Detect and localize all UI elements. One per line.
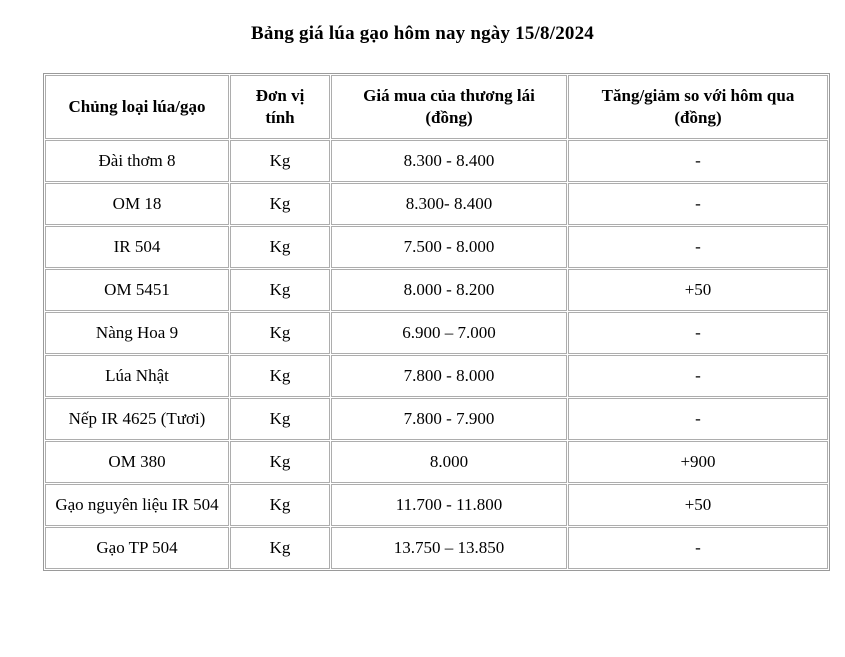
cell-unit: Kg <box>230 269 330 311</box>
cell-unit: Kg <box>230 398 330 440</box>
cell-rice-type: IR 504 <box>45 226 229 268</box>
cell-unit: Kg <box>230 484 330 526</box>
cell-change: - <box>568 527 828 569</box>
cell-change: +50 <box>568 269 828 311</box>
cell-change: +50 <box>568 484 828 526</box>
cell-change: +900 <box>568 441 828 483</box>
cell-rice-type: Đài thơm 8 <box>45 140 229 182</box>
cell-unit: Kg <box>230 527 330 569</box>
table-body <box>45 140 828 569</box>
column-header-change: Tăng/giảm so với hôm qua (đồng) <box>568 75 828 139</box>
cell-rice-type: Nếp IR 4625 (Tươi) <box>45 398 229 440</box>
column-header-unit: Đơn vị tính <box>230 75 330 139</box>
header-row <box>45 75 828 139</box>
cell-unit: Kg <box>230 312 330 354</box>
cell-change: - <box>568 355 828 397</box>
cell-rice-type: Lúa Nhật <box>45 355 229 397</box>
table-row <box>45 398 828 440</box>
cell-price-range: 11.700 - 11.800 <box>331 484 567 526</box>
cell-unit: Kg <box>230 355 330 397</box>
page <box>0 22 845 571</box>
cell-unit: Kg <box>230 226 330 268</box>
cell-price-range: 13.750 – 13.850 <box>331 527 567 569</box>
table-row <box>45 484 828 526</box>
cell-change: - <box>568 183 828 225</box>
table-row <box>45 269 828 311</box>
cell-price-range: 7.800 - 7.900 <box>331 398 567 440</box>
cell-price-range: 8.300 - 8.400 <box>331 140 567 182</box>
cell-change: - <box>568 312 828 354</box>
column-header-price: Giá mua của thương lái (đồng) <box>331 75 567 139</box>
page-title: Bảng giá lúa gạo hôm nay ngày 15/8/2024 <box>251 23 594 44</box>
cell-unit: Kg <box>230 183 330 225</box>
cell-price-range: 7.500 - 8.000 <box>331 226 567 268</box>
cell-rice-type: Nàng Hoa 9 <box>45 312 229 354</box>
rice-price-table <box>43 73 830 571</box>
cell-change: - <box>568 226 828 268</box>
cell-rice-type: Gạo TP 504 <box>45 527 229 569</box>
cell-rice-type: Gạo nguyên liệu IR 504 <box>45 484 229 526</box>
cell-price-range: 6.900 – 7.000 <box>331 312 567 354</box>
cell-unit: Kg <box>230 441 330 483</box>
table-row <box>45 355 828 397</box>
table-row <box>45 226 828 268</box>
cell-price-range: 8.000 <box>331 441 567 483</box>
cell-price-range: 8.300- 8.400 <box>331 183 567 225</box>
cell-rice-type: OM 18 <box>45 183 229 225</box>
table-row <box>45 441 828 483</box>
table-row <box>45 140 828 182</box>
cell-price-range: 8.000 - 8.200 <box>331 269 567 311</box>
cell-rice-type: OM 380 <box>45 441 229 483</box>
column-header-type: Chủng loại lúa/gạo <box>45 75 229 139</box>
cell-change: - <box>568 398 828 440</box>
cell-rice-type: OM 5451 <box>45 269 229 311</box>
cell-unit: Kg <box>230 140 330 182</box>
table-row <box>45 183 828 225</box>
table-row <box>45 312 828 354</box>
cell-price-range: 7.800 - 8.000 <box>331 355 567 397</box>
cell-change: - <box>568 140 828 182</box>
table-row <box>45 527 828 569</box>
